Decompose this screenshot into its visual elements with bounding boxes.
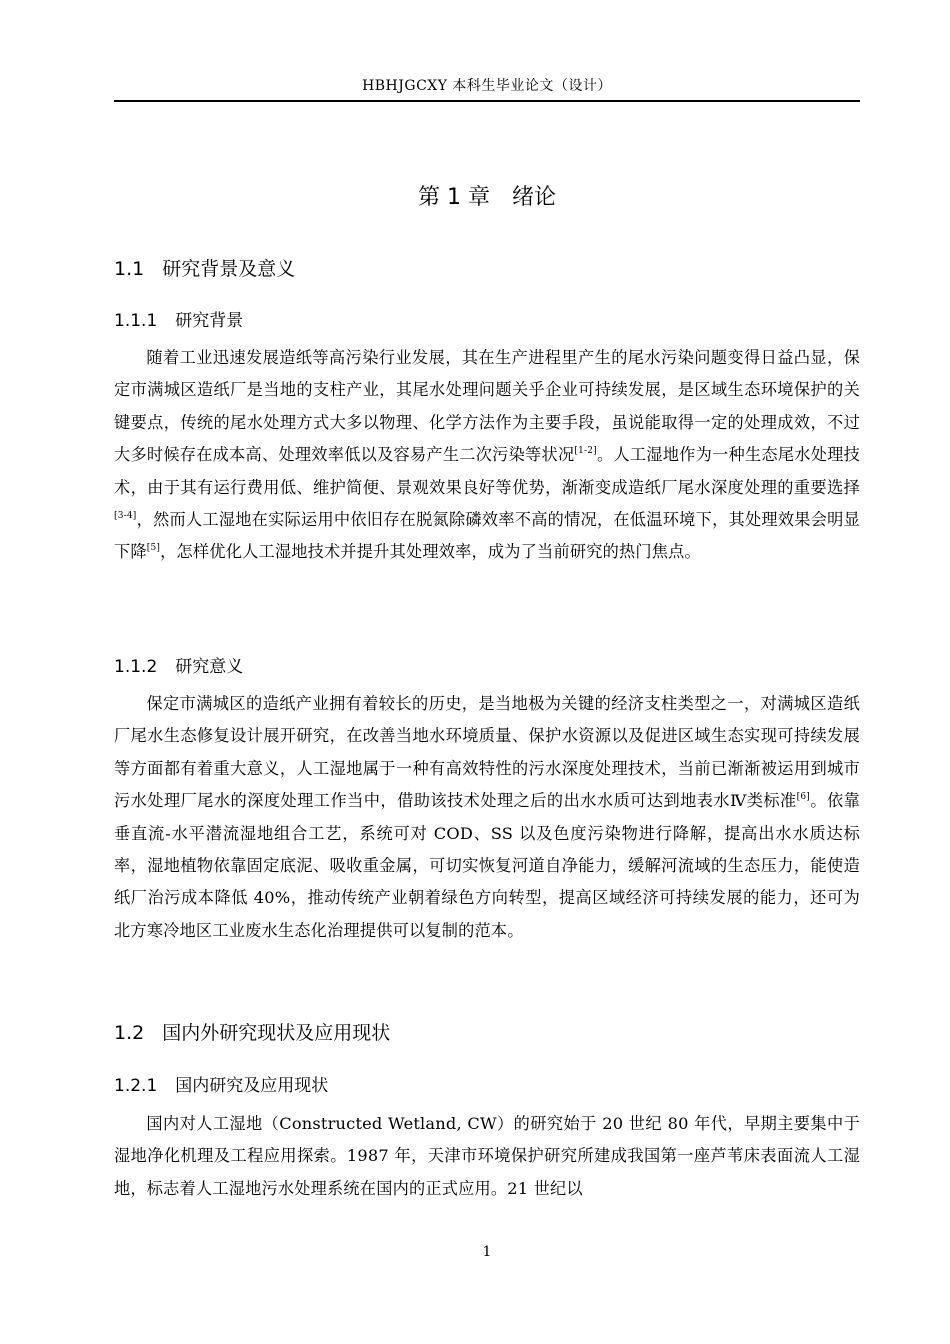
paragraph-domestic-research: 国内对人工湿地（Constructed Wetland, CW）的研究始于 20 世纪 80 年代，早期主要集中于湿地净化机理及工程应用探索。1987 年，天津市环境保护研究所建成我国第一座芦苇床表面流人工湿地，标志着人工湿地污水处理系统在国内的正式应用。21 世纪以 xyxy=(114,1114,860,1198)
chapter-title xyxy=(114,180,860,211)
section-title: 研究背景及意义 xyxy=(162,258,296,280)
section-heading-1-2-1 xyxy=(114,1071,328,1096)
citation-ref: [1-2] xyxy=(574,446,597,457)
section-number: 1.2.1 xyxy=(114,1076,158,1096)
section-number: 1.1.1 xyxy=(114,311,158,331)
paragraph-text: 随着工业迅速发展造纸等高污染行业发展，其在生产进程里产生的尾水污染问题变得日益凸显，保定市满城区造纸厂是当地的支柱产业，其尾水处理问题关乎企业可持续发展，是区域生态环境保护的关键要点，传统的尾水处理方式大多以物理、化学方法作为主要手段，虽说能取得一定的处理成效，不过大多时候存在成本高、处理效率低以及容易产生二次污染等状况 xyxy=(114,348,860,465)
paragraph-text: ，然而人工湿地在实际运用中依旧存在脱氮除磷效率不高的情况，在低温环境下，其处理效果会明显下降 xyxy=(114,510,860,562)
page-number: 1 xyxy=(482,1244,492,1260)
section-number: 1.2 xyxy=(114,1022,145,1044)
paragraph-text: 保定市满城区的造纸产业拥有着较长的历史，是当地极为关键的经济支柱类型之一，对满城区造纸厂尾水生态修复设计展开研究，在改善当地水环境质量、保护水资源以及促进区域生态实现可持续发展等方面都有着重大意义，人工湿地属于一种有高效特性的污水深度处理技术，当前已渐渐被运用到城市污水处理厂尾水的深度处理工作当中，借助该技术处理之后的出水水质可达到地表水Ⅳ类标准 xyxy=(114,694,860,811)
paragraph-research-significance xyxy=(114,688,860,947)
paragraph-research-background xyxy=(114,342,860,569)
section-title: 国内外研究现状及应用现状 xyxy=(162,1022,391,1044)
paragraph-text: 。人工湿地作为一种生态尾水处理技术，由于其有运行费用低、维护简便、景观效果良好等优势，渐渐变成造纸厂尾水深度处理的重要选择 xyxy=(114,445,860,497)
running-header: HBHJGCXY 本科生毕业论文（设计） xyxy=(362,78,612,94)
section-number: 1.1.2 xyxy=(114,657,158,677)
header-rule xyxy=(114,100,860,102)
section-title: 国内研究及应用现状 xyxy=(175,1076,329,1096)
citation-ref: [5] xyxy=(146,543,161,554)
citation-ref: [6] xyxy=(796,792,811,803)
chapter-name: 绪论 xyxy=(511,185,556,210)
section-heading-1-2 xyxy=(114,1018,390,1045)
section-title: 研究背景 xyxy=(175,311,244,331)
section-title: 研究意义 xyxy=(175,657,244,677)
paragraph-text: ，怎样优化人工湿地技术并提升其处理效率，成为了当前研究的热门焦点。 xyxy=(160,542,701,562)
chapter-number: 第 1 章 xyxy=(418,185,490,210)
section-heading-1-1-1 xyxy=(114,306,243,331)
paragraph-text: 。依靠垂直流-水平潜流湿地组合工艺，系统可对 COD、SS 以及色度污染物进行降解，提高出水水质达标率，湿地植物依靠固定底泥、吸收重金属，可切实恢复河道自净能力，缓解河流域的生态压力，能使造纸厂治污成本降低 40%，推动传统产业朝着绿色方向转型，提高区域经济可持续发展的能力，还可为北方寒冷地区工业废水生态化治理提供可以复制的范本。 xyxy=(114,791,860,940)
citation-ref: [3-4] xyxy=(114,511,137,522)
section-heading-1-1 xyxy=(114,254,295,281)
section-heading-1-1-2 xyxy=(114,652,243,677)
section-number: 1.1 xyxy=(114,258,145,280)
